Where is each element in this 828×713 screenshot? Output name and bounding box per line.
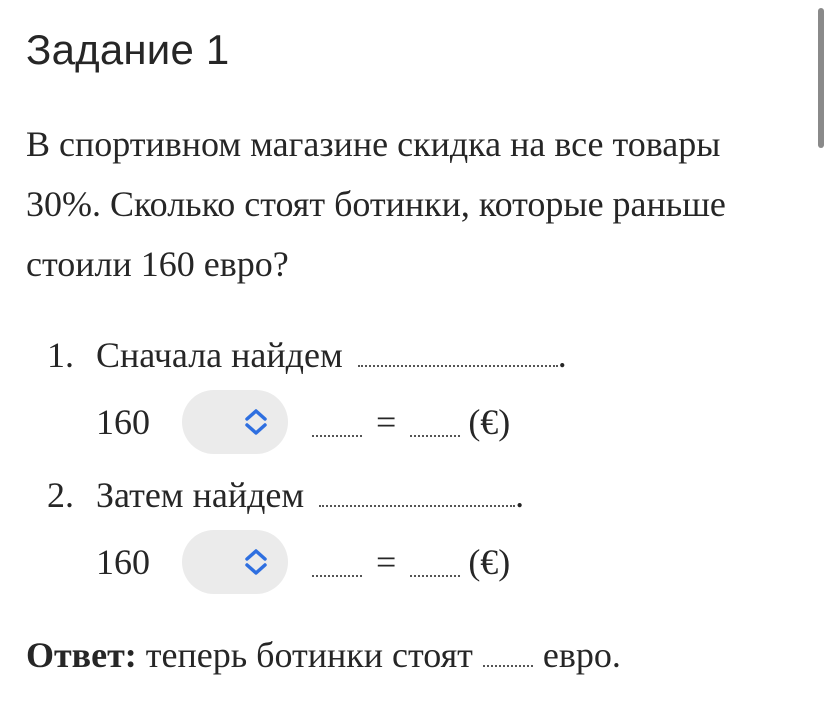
step-2-operand-blank[interactable] bbox=[312, 547, 362, 577]
step-2-value: 160 bbox=[96, 542, 150, 582]
step-2-result-blank[interactable] bbox=[410, 547, 460, 577]
step-2-end: . bbox=[515, 475, 525, 515]
step-2-blank[interactable] bbox=[319, 475, 515, 507]
step-1-operator-select[interactable] bbox=[182, 390, 288, 454]
step-1-unit: (€) bbox=[468, 402, 511, 442]
step-2-number: 2. bbox=[47, 475, 74, 515]
answer-blank[interactable] bbox=[483, 637, 533, 667]
step-2-equals: = bbox=[376, 542, 397, 582]
answer-text-before: теперь ботинки стоят bbox=[145, 635, 473, 675]
answer-line bbox=[26, 634, 621, 676]
step-1-blank[interactable] bbox=[358, 335, 558, 367]
step-1-operand-blank[interactable] bbox=[312, 407, 362, 437]
step-1-equals: = bbox=[376, 402, 397, 442]
step-1-text: Сначала найдем bbox=[96, 335, 343, 375]
problem-text: В спортивном магазине скидка на все товары 30%. Сколько стоят ботинки, которые раньше стоили 160 евро? bbox=[26, 124, 726, 284]
step-1-calc-row bbox=[96, 392, 510, 452]
task-title: Задание 1 bbox=[26, 26, 230, 73]
step-2-text: Затем найдем bbox=[96, 475, 305, 515]
step-1-number: 1. bbox=[47, 335, 74, 375]
answer-text-after: евро. bbox=[542, 635, 621, 675]
step-2-operator-select[interactable] bbox=[182, 530, 288, 594]
step-2-unit: (€) bbox=[468, 542, 511, 582]
step-2 bbox=[26, 474, 524, 516]
answer-label: Ответ: bbox=[26, 635, 137, 675]
step-1 bbox=[26, 334, 567, 376]
step-1-end: . bbox=[557, 335, 567, 375]
step-1-result-blank[interactable] bbox=[410, 407, 460, 437]
step-1-value: 160 bbox=[96, 402, 150, 442]
step-2-calc-row bbox=[96, 532, 510, 592]
chevron-up-down-icon bbox=[242, 407, 270, 437]
chevron-up-down-icon bbox=[242, 547, 270, 577]
scrollbar[interactable] bbox=[818, 8, 824, 148]
